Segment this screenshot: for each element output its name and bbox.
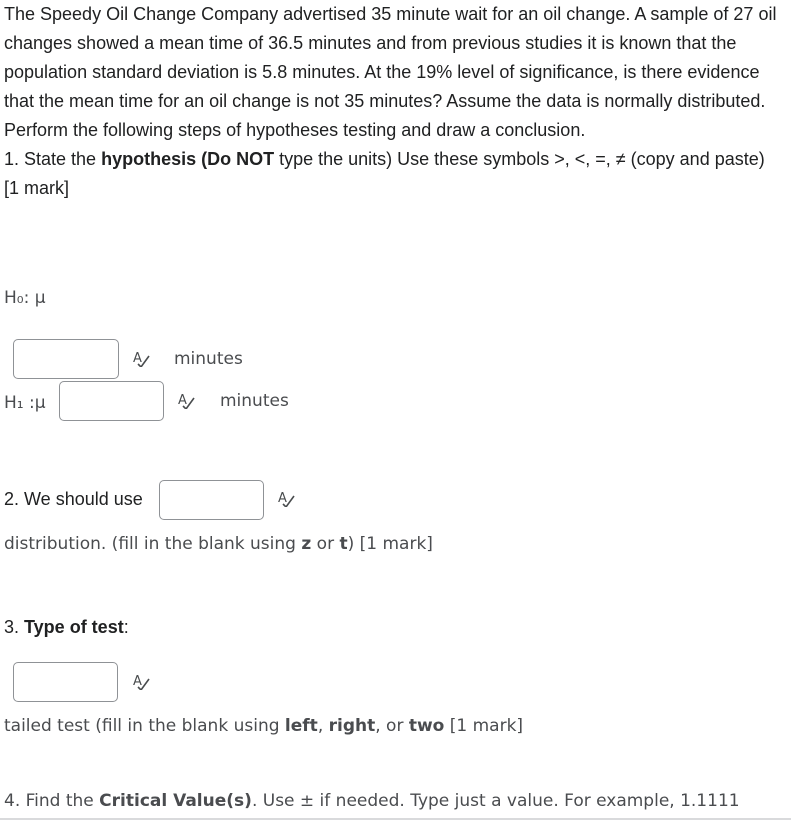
step2-instruction: distribution. (fill in the blank using z or t) [1 mark] — [4, 534, 433, 554]
h1-label: H₁ :μ — [4, 393, 46, 413]
hypothesis-keyword: hypothesis — [101, 149, 197, 169]
spellcheck-icon[interactable] — [132, 672, 150, 690]
spellcheck-icon[interactable] — [132, 349, 150, 367]
step2-prefix: 2. We should use — [4, 489, 143, 509]
question-intro: The Speedy Oil Change Company advertised 35 minute wait for an oil change. A sample of 27 oil changes showed a mean time of 36.5 minutes and from previous studies it is known that the population standard deviation is 5.8 minutes. At the 19% level of significance, is there evidence that the mean time for an oil change is not 35 minutes? Assume the data is normally distributed. Perform the following steps of hypotheses testing and draw a conclusion. — [4, 4, 777, 140]
spellcheck-icon[interactable] — [277, 489, 295, 507]
h0-input[interactable] — [13, 339, 119, 379]
not-keyword: NOT — [236, 149, 275, 169]
test-type-input[interactable] — [13, 662, 118, 702]
h1-unit: minutes — [220, 391, 289, 411]
critical-values-keyword: Critical Value(s) — [99, 791, 252, 811]
h0-label: H₀: μ — [4, 288, 46, 308]
question-text: The Speedy Oil Change Company advertised 35 minute wait for an oil change. A sample of 27 oil changes showed a mean time of 36.5 minutes and from previous studies it is known that the population standard deviation is 5.8 minutes. At the 19% level of significance, is there evidence that the mean time for an oil change is not 35 minutes? Assume the data is normally distributed. Perform the following steps of hypotheses testing and draw a conclusion. 1. State the hypothesis (Do NOT type the units) Use these symbols >, <, =, ≠ (copy and paste) [1 mark] — [4, 4, 777, 198]
step3-heading: 3. Type of test: — [4, 617, 129, 637]
h1-input[interactable] — [59, 381, 164, 421]
svg-text:A: A — [278, 491, 287, 506]
svg-text:A: A — [133, 351, 142, 366]
spellcheck-icon[interactable] — [177, 391, 195, 409]
svg-text:A: A — [133, 674, 142, 689]
distribution-input[interactable] — [159, 480, 264, 520]
h0-unit: minutes — [174, 349, 243, 369]
step3-instruction: tailed test (fill in the blank using left, right, or two [1 mark] — [4, 716, 524, 736]
step4-instruction: 4. Find the Critical Value(s). Use ± if needed. Type just a value. For example, 1.1111 — [4, 791, 740, 811]
svg-text:A: A — [178, 393, 187, 408]
